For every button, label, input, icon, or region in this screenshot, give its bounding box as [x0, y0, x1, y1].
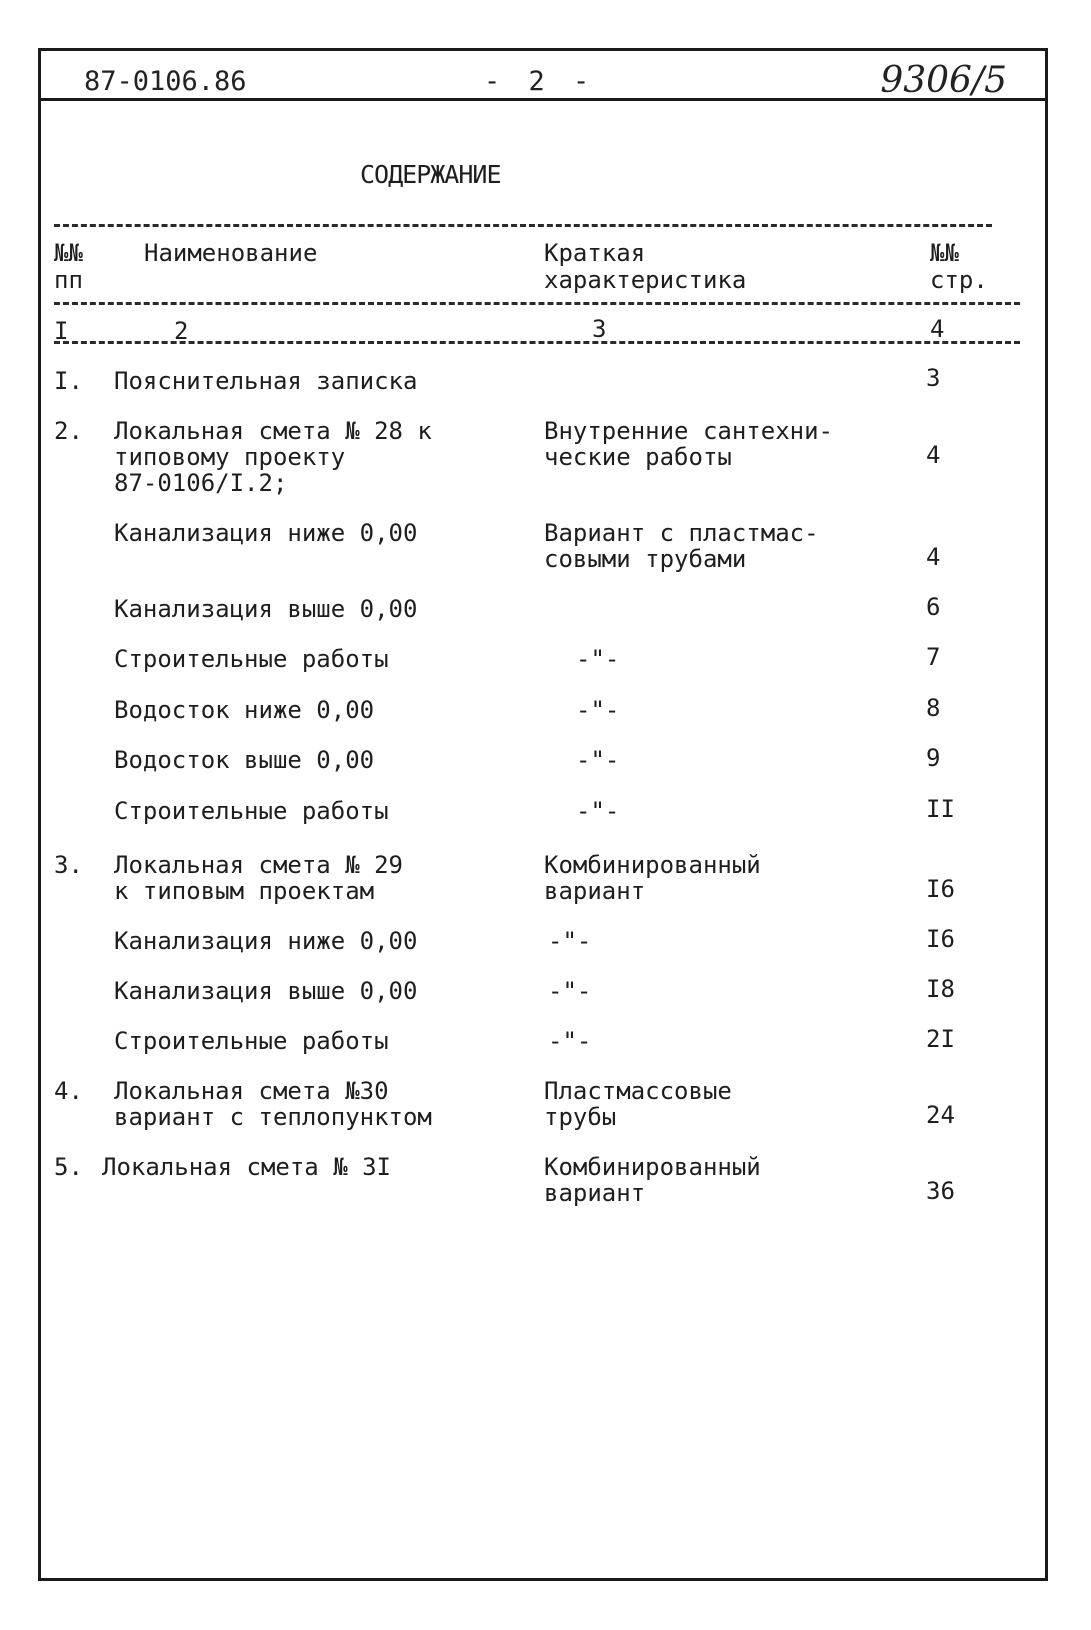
row-10-char: -"- [548, 927, 592, 955]
row-5-name: Строительные работы [114, 645, 389, 673]
row-12-name: Строительные работы [114, 1027, 389, 1055]
row-12-char: -"- [548, 1027, 592, 1055]
row-13-char-line2: трубы [544, 1103, 617, 1131]
row-6-page: 8 [926, 694, 941, 722]
row-2-char-line1: Внутренние сантехни- [544, 417, 833, 445]
column-numbers-rule [54, 341, 1020, 344]
header-bottom-rule [54, 302, 1020, 305]
header-num-line2: пп [54, 266, 83, 294]
row-9-name-line1: Локальная смета № 29 [114, 851, 403, 879]
row-14-char-line2: вариант [544, 1179, 646, 1207]
row-10-name: Канализация ниже 0,00 [114, 927, 418, 955]
column-number-4: 4 [930, 315, 945, 343]
row-2-name-line3: 87-0106/I.2; [114, 469, 288, 497]
row-5-char: -"- [576, 645, 620, 673]
row-4-name: Канализация выше 0,00 [114, 595, 418, 623]
header-page-line2: стр. [930, 266, 988, 294]
row-2-name-line2: типовому проекту [114, 443, 346, 471]
row-1-page: 3 [926, 364, 941, 392]
header-num-line1: №№ [54, 239, 83, 267]
row-9-page: I6 [926, 875, 955, 903]
row-3-char-line1: Вариант с пластмас- [544, 519, 819, 547]
row-9-num: 3. [54, 851, 83, 879]
row-2-num: 2. [54, 417, 83, 445]
row-3-name: Канализация ниже 0,00 [114, 519, 418, 547]
row-4-page: 6 [926, 593, 941, 621]
column-number-2: 2 [174, 317, 189, 345]
row-11-name: Канализация выше 0,00 [114, 977, 418, 1005]
column-number-1: I [54, 317, 69, 345]
header-name: Наименование [144, 239, 318, 267]
row-2-name-line1: Локальная смета № 28 к [114, 417, 432, 445]
row-10-page: I6 [926, 925, 955, 953]
header-char-line2: характеристика [544, 266, 747, 294]
row-14-page: 36 [926, 1177, 955, 1205]
row-7-name: Водосток выше 0,00 [114, 746, 375, 774]
row-14-num: 5. [54, 1153, 83, 1181]
row-8-name: Строительные работы [114, 797, 389, 825]
row-13-char-line1: Пластмассовые [544, 1077, 732, 1105]
row-8-page: II [926, 795, 955, 823]
row-6-char: -"- [576, 696, 620, 724]
row-7-char: -"- [576, 746, 620, 774]
row-11-char: -"- [548, 977, 592, 1005]
doc-code: 87-0106.86 [84, 66, 247, 97]
row-12-page: 2I [926, 1025, 955, 1053]
row-2-char-line2: ческие работы [544, 443, 732, 471]
row-9-char-line2: вариант [544, 877, 646, 905]
row-14-char-line1: Комбинированный [544, 1153, 761, 1181]
page-marker: - 2 - [484, 66, 596, 97]
row-13-name-line2: вариант с теплопунктом [114, 1103, 432, 1131]
row-13-name-line1: Локальная смета №30 [114, 1077, 389, 1105]
row-9-name-line2: к типовым проектам [114, 877, 375, 905]
row-7-page: 9 [926, 744, 941, 772]
row-1-name: Пояснительная записка [114, 367, 418, 395]
row-14-name: Локальная смета № 3I [102, 1153, 391, 1181]
row-11-page: I8 [926, 975, 955, 1003]
column-number-3: 3 [592, 315, 607, 343]
row-3-page: 4 [926, 543, 941, 571]
page-title: СОДЕРЖАНИЕ [360, 160, 501, 189]
row-9-char-line1: Комбинированный [544, 851, 761, 879]
sheet-number: 9306/5 [880, 60, 1007, 101]
header-page-line1: №№ [930, 239, 959, 267]
row-6-name: Водосток ниже 0,00 [114, 696, 375, 724]
row-5-page: 7 [926, 643, 941, 671]
header-char-line1: Краткая [544, 239, 646, 267]
table-top-rule [54, 224, 992, 227]
row-2-page: 4 [926, 441, 941, 469]
row-13-page: 24 [926, 1101, 955, 1129]
row-3-char-line2: совыми трубами [544, 545, 747, 573]
row-1-num: I. [54, 367, 83, 395]
row-8-char: -"- [576, 797, 620, 825]
row-13-num: 4. [54, 1077, 83, 1105]
